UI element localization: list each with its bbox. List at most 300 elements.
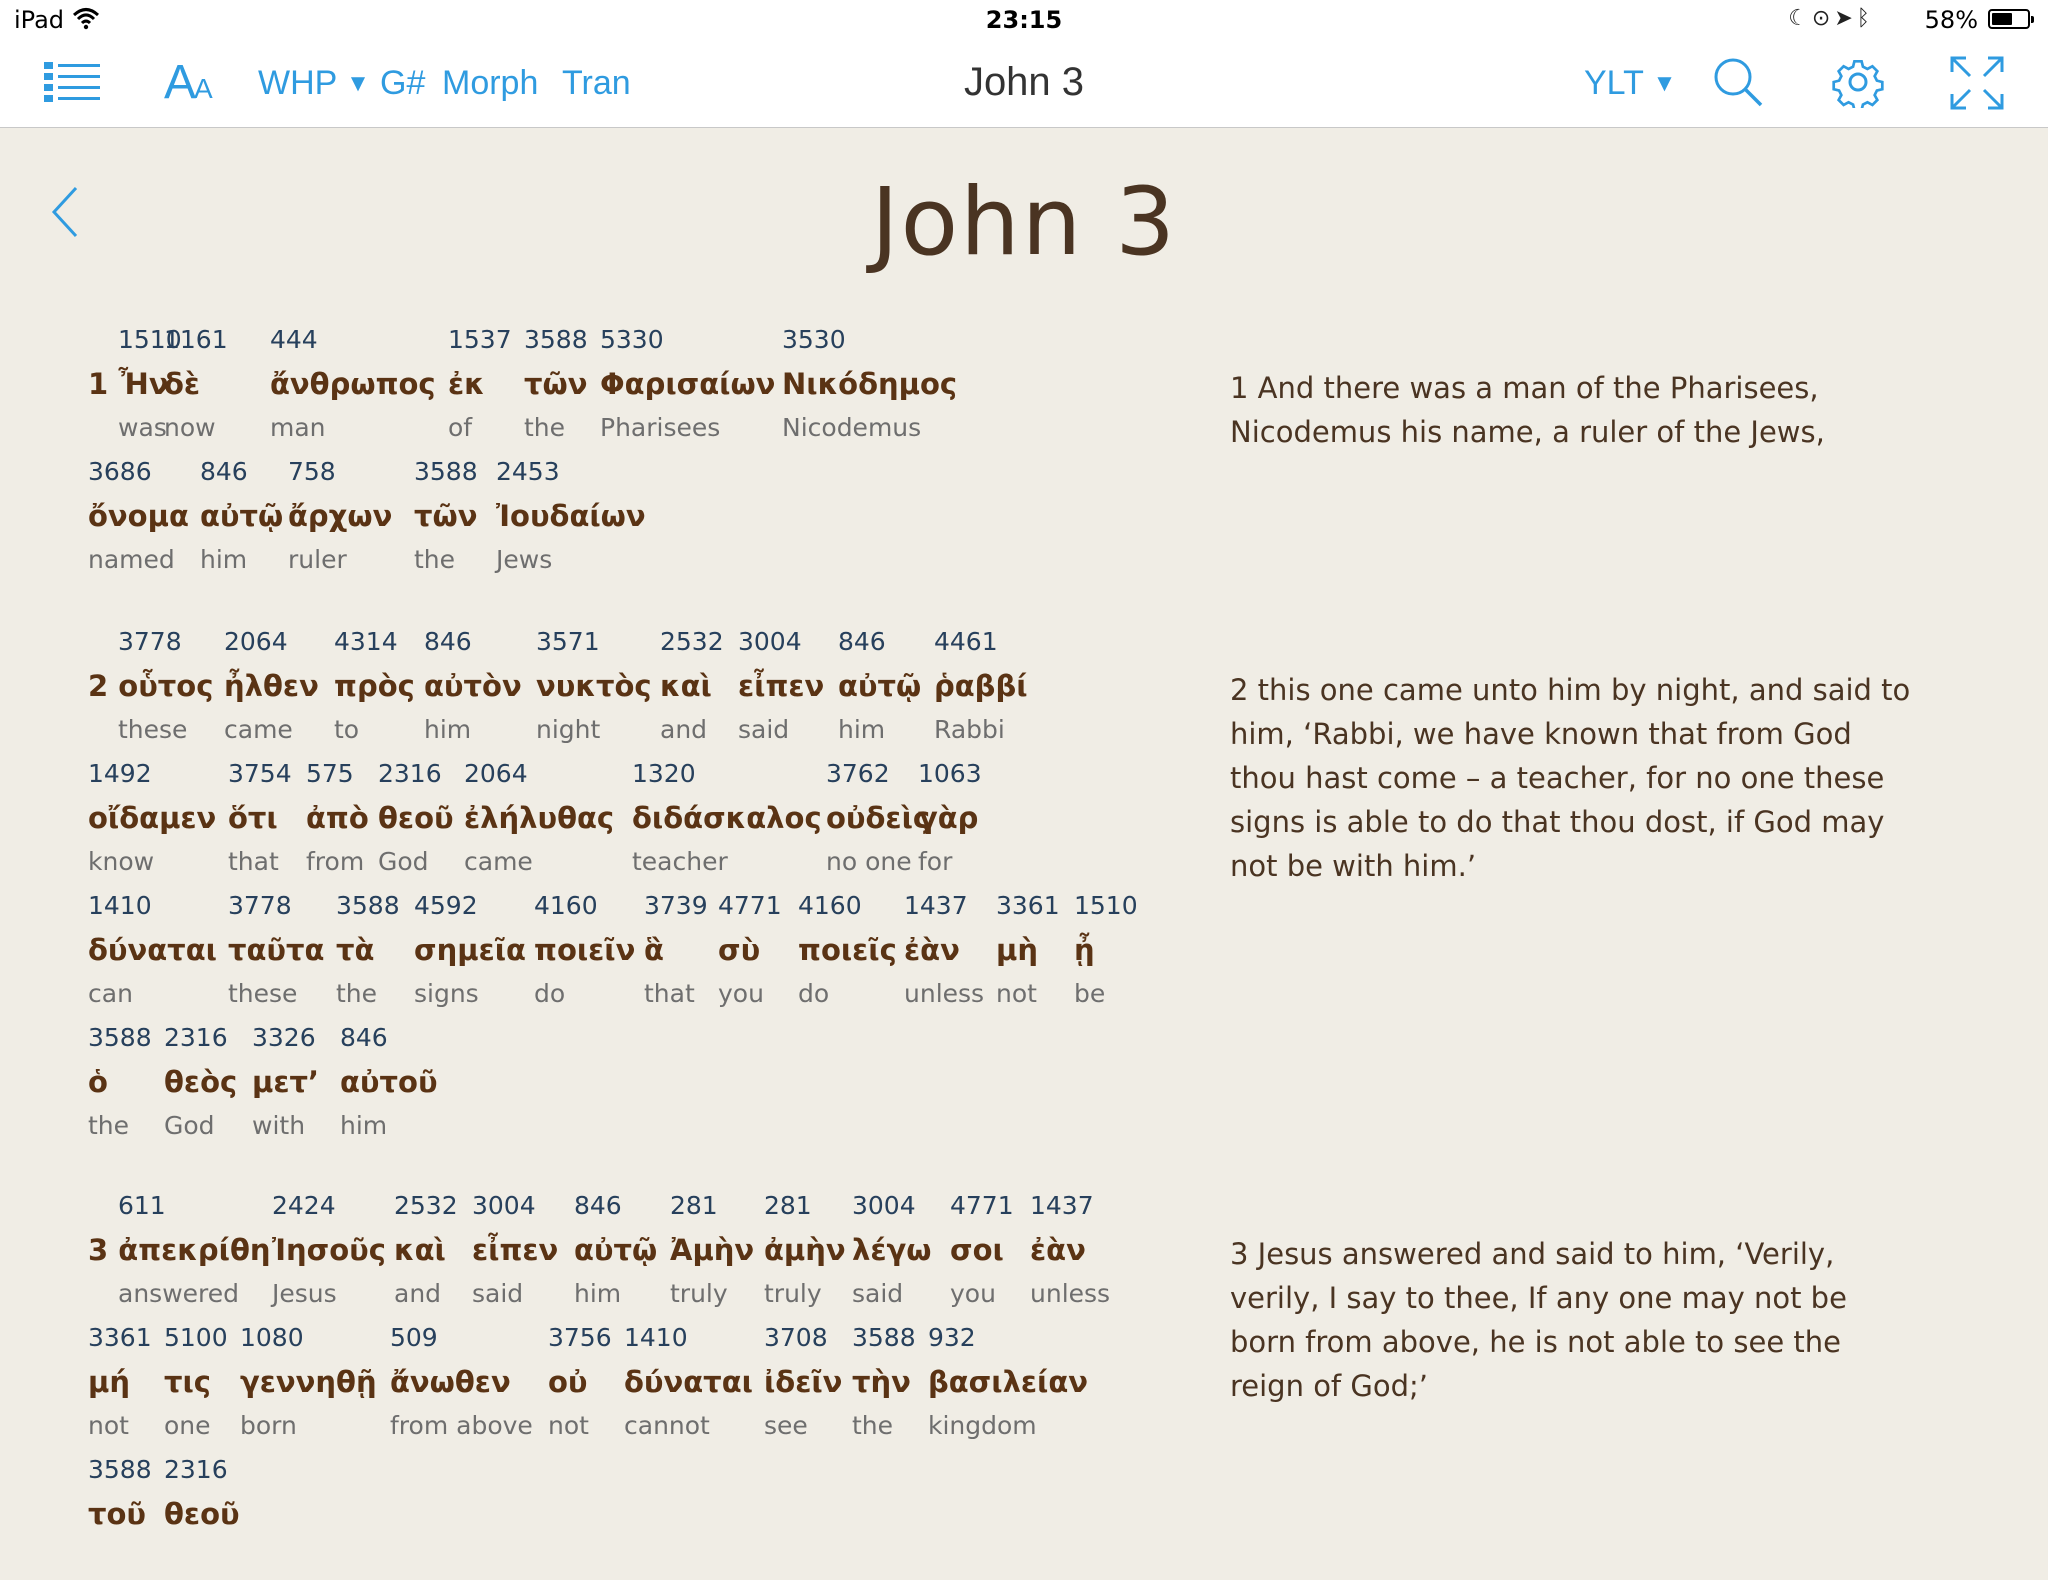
- interlinear-word[interactable]: [838, 620, 921, 752]
- greek-word[interactable]: ποιεῖν: [534, 933, 636, 967]
- english-gloss: him: [340, 1111, 388, 1140]
- english-gloss: that: [644, 979, 695, 1008]
- system-icons: [1788, 6, 1874, 31]
- verse: [88, 1184, 1188, 1580]
- interlinear-word[interactable]: [464, 752, 614, 884]
- english-gloss: the: [88, 1111, 130, 1140]
- strongs-number[interactable]: 1161: [164, 325, 228, 354]
- strongs-number[interactable]: 3686: [88, 457, 152, 486]
- greek-word[interactable]: αὐτὸν: [424, 669, 522, 703]
- greek-word[interactable]: σοι: [950, 1233, 1004, 1267]
- strongs-number[interactable]: 611: [118, 1191, 166, 1220]
- english-gloss: came: [464, 847, 533, 876]
- interlinear-word[interactable]: [270, 318, 436, 450]
- interlinear-word[interactable]: [414, 884, 526, 1016]
- strongs-number[interactable]: 3361: [88, 1323, 152, 1352]
- greek-word[interactable]: 1 Ἦν: [88, 367, 169, 401]
- english-gloss: and: [394, 1279, 442, 1308]
- english-gloss: was: [118, 413, 167, 442]
- greek-word[interactable]: ὅτι: [228, 801, 278, 835]
- english-gloss: God: [378, 847, 429, 876]
- strongs-number[interactable]: 2424: [272, 1191, 336, 1220]
- english-gloss: be: [1074, 979, 1106, 1008]
- english-gloss: of: [448, 413, 473, 442]
- strongs-number[interactable]: 1492: [88, 759, 152, 788]
- strongs-number[interactable]: 3588: [852, 1323, 916, 1352]
- greek-word[interactable]: γὰρ: [918, 801, 979, 835]
- greek-word[interactable]: ἀπὸ: [306, 801, 369, 835]
- strongs-number[interactable]: 1320: [632, 759, 696, 788]
- greek-word[interactable]: γεννηθῇ: [240, 1365, 377, 1399]
- greek-word[interactable]: βασιλείαν: [928, 1365, 1089, 1399]
- english-gloss: the: [852, 1411, 894, 1440]
- greek-word[interactable]: τῶν: [414, 499, 478, 533]
- strongs-number[interactable]: 281: [764, 1191, 812, 1220]
- interlinear-line: [88, 450, 1188, 582]
- interlinear-word[interactable]: [390, 1316, 533, 1448]
- fullscreen-icon[interactable]: [1950, 56, 2004, 110]
- greek-word[interactable]: αὐτῷ: [838, 669, 922, 703]
- greek-word[interactable]: ἰδεῖν: [764, 1365, 843, 1399]
- strongs-number[interactable]: 4592: [414, 891, 478, 920]
- interlinear-line: [88, 884, 1188, 1016]
- interlinear-line: [88, 752, 1188, 884]
- interlinear-word[interactable]: [228, 884, 324, 1016]
- greek-word[interactable]: δύναται: [88, 933, 217, 967]
- greek-word[interactable]: δὲ: [164, 367, 201, 401]
- strongs-number[interactable]: 3530: [782, 325, 846, 354]
- greek-word[interactable]: νυκτὸς: [536, 669, 652, 703]
- interlinear-word[interactable]: [918, 752, 982, 884]
- interlinear-word[interactable]: [414, 450, 478, 582]
- rotation-lock-icon: ⊙: [1811, 6, 1835, 31]
- english-gloss: God: [164, 1111, 215, 1140]
- device-name: iPad: [14, 6, 65, 34]
- strongs-number[interactable]: 3762: [826, 759, 890, 788]
- english-gloss: said: [738, 715, 790, 744]
- interlinear-word[interactable]: [378, 752, 454, 884]
- greek-word[interactable]: δύναται: [624, 1365, 753, 1399]
- location-icon: ➤: [1834, 6, 1857, 31]
- status-time: 23:15: [985, 6, 1063, 34]
- greek-word[interactable]: ῥαββί: [934, 669, 1028, 703]
- greek-word[interactable]: Ἰησοῦς: [272, 1233, 386, 1267]
- english-gloss: these: [228, 979, 298, 1008]
- greek-word[interactable]: ἄνθρωπος: [270, 367, 436, 401]
- english-gloss: ruler: [288, 545, 347, 574]
- greek-word[interactable]: σὺ: [718, 933, 761, 967]
- interlinear-word[interactable]: [904, 884, 984, 1016]
- english-gloss: him: [200, 545, 248, 574]
- english-gloss: him: [574, 1279, 622, 1308]
- bluetooth-icon: ᛒ: [1856, 6, 1874, 31]
- strongs-number[interactable]: 2064: [224, 627, 288, 656]
- interlinear-word[interactable]: [228, 752, 292, 884]
- interlinear-word[interactable]: [88, 1184, 271, 1316]
- greek-word[interactable]: ἐὰν: [904, 933, 960, 967]
- english-gloss: Jesus: [272, 1279, 337, 1308]
- interlinear-word[interactable]: [424, 620, 522, 752]
- battery-percent: 58%: [1924, 6, 1978, 34]
- greek-word[interactable]: τὰ: [336, 933, 375, 967]
- english-gloss: for: [918, 847, 953, 876]
- interlinear-word[interactable]: [306, 752, 369, 884]
- interlinear-line: [88, 620, 1188, 752]
- english-gloss: do: [798, 979, 830, 1008]
- interlinear-line: [88, 1316, 1188, 1448]
- greek-word[interactable]: ἦλθεν: [224, 669, 319, 703]
- english-gloss: night: [536, 715, 601, 744]
- strongs-number[interactable]: 1410: [88, 891, 152, 920]
- english-gloss: Jews: [496, 545, 553, 574]
- strongs-number[interactable]: 4771: [718, 891, 782, 920]
- interlinear-word[interactable]: [88, 1448, 152, 1580]
- strongs-number[interactable]: 3588: [414, 457, 478, 486]
- svg-text:A: A: [164, 56, 197, 106]
- strongs-number[interactable]: 1080: [240, 1323, 304, 1352]
- interlinear-word[interactable]: [632, 752, 822, 884]
- greek-word[interactable]: διδάσκαλος: [632, 801, 822, 835]
- gear-icon[interactable]: [1832, 56, 1884, 108]
- strongs-number[interactable]: 3361: [996, 891, 1060, 920]
- english-gloss: the: [414, 545, 456, 574]
- strongs-number[interactable]: 4160: [534, 891, 598, 920]
- english-gloss: not: [548, 1411, 589, 1440]
- interlinear-word[interactable]: [88, 1016, 152, 1148]
- greek-word[interactable]: αὐτῷ: [200, 499, 284, 533]
- english-gloss: you: [950, 1279, 996, 1308]
- greek-word[interactable]: ᾖ: [1074, 933, 1095, 967]
- english-gloss: signs: [414, 979, 479, 1008]
- interlinear-word[interactable]: [718, 884, 782, 1016]
- strongs-number[interactable]: 1063: [918, 759, 982, 788]
- greek-word[interactable]: καὶ: [660, 669, 712, 703]
- strongs-number[interactable]: 3326: [252, 1023, 316, 1052]
- strongs-number[interactable]: 1510: [118, 325, 182, 354]
- english-gloss: can: [88, 979, 133, 1008]
- status-bar: [0, 0, 2048, 40]
- english-gloss: kingdom: [928, 1411, 1037, 1440]
- english-gloss: truly: [764, 1279, 822, 1308]
- greek-word[interactable]: ταῦτα: [228, 933, 325, 967]
- strongs-number[interactable]: 5330: [600, 325, 664, 354]
- english-gloss: from: [306, 847, 365, 876]
- greek-word[interactable]: Ἰουδαίων: [496, 499, 646, 533]
- interlinear-word[interactable]: [670, 1184, 754, 1316]
- interlinear-word[interactable]: [88, 884, 217, 1016]
- interlinear-word[interactable]: [88, 1316, 152, 1448]
- strongs-number[interactable]: 2453: [496, 457, 560, 486]
- interlinear-word[interactable]: [252, 1016, 319, 1148]
- interlinear-line: [88, 1184, 1188, 1316]
- interlinear-word[interactable]: [782, 318, 957, 450]
- english-gloss: unless: [1030, 1279, 1111, 1308]
- interlinear-word[interactable]: [534, 884, 635, 1016]
- strongs-number[interactable]: 4771: [950, 1191, 1014, 1220]
- caret-down-icon: ▼: [1652, 70, 1677, 97]
- english-gloss: named: [88, 545, 175, 574]
- translation-version-label: YLT: [1584, 64, 1644, 102]
- strongs-number[interactable]: 846: [574, 1191, 622, 1220]
- greek-word[interactable]: ἐλήλυθας: [464, 801, 615, 835]
- svg-text:A: A: [194, 73, 213, 104]
- strongs-number[interactable]: 1410: [624, 1323, 688, 1352]
- greek-word[interactable]: τὴν: [852, 1365, 911, 1399]
- strongs-number[interactable]: 4160: [798, 891, 862, 920]
- interlinear-word[interactable]: [200, 450, 283, 582]
- greek-word[interactable]: πρὸς: [334, 669, 415, 703]
- greek-word[interactable]: Ἀμὴν: [670, 1233, 755, 1267]
- greek-word[interactable]: καὶ: [394, 1233, 446, 1267]
- english-gloss: and: [660, 715, 708, 744]
- interlinear-word[interactable]: [738, 620, 824, 752]
- interlinear-word[interactable]: [536, 620, 652, 752]
- interlinear-word[interactable]: [548, 1316, 612, 1448]
- greek-word[interactable]: ἀμὴν: [764, 1233, 846, 1267]
- greek-word[interactable]: θεοῦ: [164, 1497, 240, 1531]
- english-gloss: that: [228, 847, 279, 876]
- english-gloss: him: [838, 715, 886, 744]
- english-gloss: Rabbi: [934, 715, 1005, 744]
- greek-word[interactable]: ἄρχων: [288, 499, 393, 533]
- interlinear-word[interactable]: [950, 1184, 1014, 1316]
- strongs-number[interactable]: 3756: [548, 1323, 612, 1352]
- interlinear-word[interactable]: [334, 620, 415, 752]
- interlinear-word[interactable]: [1030, 1184, 1110, 1316]
- english-gloss: unless: [904, 979, 985, 1008]
- strongs-number[interactable]: 4461: [934, 627, 998, 656]
- english-gloss: you: [718, 979, 764, 1008]
- strongs-number[interactable]: 3588: [524, 325, 588, 354]
- interlinear-word[interactable]: [394, 1184, 458, 1316]
- english-gloss: see: [764, 1411, 808, 1440]
- translation-toggle[interactable]: Tran: [562, 64, 631, 102]
- verse-translation: 2 this one came unto him by night, and said to him, ‘Rabbi, we have known that from God thou hast come – a teacher, for no one these signs is able to do that thou dost, if God may not be with him.’: [1230, 673, 1911, 883]
- english-gloss: to: [334, 715, 360, 744]
- strongs-number[interactable]: 3571: [536, 627, 600, 656]
- greek-word[interactable]: αὐτοῦ: [340, 1065, 438, 1099]
- strongs-number[interactable]: 3739: [644, 891, 708, 920]
- search-icon[interactable]: [1712, 56, 1764, 108]
- strongs-number[interactable]: 1510: [1074, 891, 1138, 920]
- greek-word[interactable]: εἶπεν: [738, 669, 825, 703]
- interlinear-word[interactable]: [934, 620, 1028, 752]
- greek-word[interactable]: θεοῦ: [378, 801, 454, 835]
- greek-word[interactable]: ἐκ: [448, 367, 485, 401]
- strongs-number[interactable]: 846: [340, 1023, 388, 1052]
- interlinear-word[interactable]: [764, 1184, 846, 1316]
- strongs-number[interactable]: 3004: [472, 1191, 536, 1220]
- greek-word[interactable]: τις: [164, 1365, 211, 1399]
- english-gloss: said: [852, 1279, 904, 1308]
- greek-word[interactable]: ὁ: [88, 1065, 108, 1099]
- interlinear-word[interactable]: [798, 884, 897, 1016]
- interlinear-word[interactable]: [336, 884, 400, 1016]
- strongs-number[interactable]: 3708: [764, 1323, 828, 1352]
- english-gloss: Pharisees: [600, 413, 721, 442]
- greek-word[interactable]: ἐὰν: [1030, 1233, 1086, 1267]
- english-gloss: not: [88, 1411, 129, 1440]
- interlinear-word[interactable]: [88, 752, 216, 884]
- strongs-number[interactable]: 2316: [378, 759, 442, 788]
- interlinear-word[interactable]: [600, 318, 775, 450]
- greek-word[interactable]: οὐ: [548, 1365, 588, 1399]
- interlinear-word[interactable]: [928, 1316, 1088, 1448]
- greek-word[interactable]: ὄνομα: [88, 499, 189, 533]
- strongs-number[interactable]: 846: [838, 627, 886, 656]
- english-gloss: cannot: [624, 1411, 710, 1440]
- greek-word[interactable]: τῶν: [524, 367, 588, 401]
- interlinear-word[interactable]: [472, 1184, 558, 1316]
- interlinear-word[interactable]: [272, 1184, 386, 1316]
- battery-icon: [1988, 9, 2030, 29]
- interlinear-word[interactable]: [164, 1316, 228, 1448]
- interlinear-word[interactable]: [164, 318, 228, 450]
- strongs-number[interactable]: 846: [200, 457, 248, 486]
- english-gloss: man: [270, 413, 326, 442]
- greek-word[interactable]: θεὸς: [164, 1065, 238, 1099]
- interlinear-word[interactable]: [224, 620, 319, 752]
- greek-word[interactable]: 3 ἀπεκρίθη: [88, 1233, 271, 1267]
- strongs-number[interactable]: 2532: [394, 1191, 458, 1220]
- english-gloss: these: [118, 715, 188, 744]
- greek-word[interactable]: τοῦ: [88, 1497, 147, 1531]
- english-gloss: [164, 1536, 240, 1580]
- english-gloss: born: [240, 1411, 297, 1440]
- interlinear-word[interactable]: [340, 1016, 438, 1148]
- english-gloss: know: [88, 847, 155, 876]
- greek-word[interactable]: εἶπεν: [472, 1233, 559, 1267]
- interlinear-word[interactable]: [164, 1016, 237, 1148]
- strongs-number[interactable]: 3004: [852, 1191, 916, 1220]
- interlinear-word[interactable]: [164, 1448, 240, 1580]
- english-gloss: with: [252, 1111, 306, 1140]
- english-gloss: said: [472, 1279, 524, 1308]
- interlinear-word[interactable]: [448, 318, 512, 450]
- interlinear-word[interactable]: [624, 1316, 753, 1448]
- greek-word[interactable]: ἃ: [644, 933, 664, 967]
- verse-translation: 1 And there was a man of the Pharisees, Nicodemus his name, a ruler of the Jews,: [1230, 371, 1825, 449]
- english-gloss: one: [164, 1411, 211, 1440]
- verse: [88, 620, 1188, 1148]
- interlinear-word[interactable]: [764, 1316, 842, 1448]
- interlinear-word[interactable]: [88, 450, 189, 582]
- greek-word[interactable]: αὐτῷ: [574, 1233, 658, 1267]
- strongs-number[interactable]: 3754: [228, 759, 292, 788]
- strongs-number[interactable]: 2532: [660, 627, 724, 656]
- english-gloss: teacher: [632, 847, 728, 876]
- strongs-number[interactable]: 3778: [228, 891, 292, 920]
- interlinear-word[interactable]: [996, 884, 1060, 1016]
- strongs-number[interactable]: 3004: [738, 627, 802, 656]
- verse: [88, 318, 1188, 582]
- greek-word[interactable]: μὴ: [996, 933, 1038, 967]
- interlinear-word[interactable]: [826, 752, 930, 884]
- strongs-number[interactable]: 2316: [164, 1023, 228, 1052]
- interlinear-word[interactable]: [660, 620, 724, 752]
- greek-word[interactable]: λέγω: [852, 1233, 932, 1267]
- interlinear-word[interactable]: [524, 318, 588, 450]
- greek-word[interactable]: μετ’: [252, 1065, 320, 1099]
- text-version-label: WHP: [258, 64, 337, 102]
- morphology-toggle[interactable]: Morph: [442, 64, 539, 102]
- caret-down-icon: ▼: [346, 70, 370, 97]
- strongs-number[interactable]: 4314: [334, 627, 398, 656]
- english-gloss: [88, 1536, 152, 1580]
- strongs-number[interactable]: 444: [270, 325, 318, 354]
- chapter-title: John 3: [870, 168, 1178, 277]
- moon-icon: ☾: [1788, 6, 1812, 31]
- interlinear-word[interactable]: [240, 1316, 377, 1448]
- strongs-number[interactable]: 2064: [464, 759, 528, 788]
- interlinear-line: [88, 1448, 1188, 1580]
- interlinear-line: [88, 318, 1188, 450]
- interlinear-word[interactable]: [574, 1184, 657, 1316]
- english-gloss: from above: [390, 1411, 533, 1440]
- strongs-number[interactable]: 1437: [1030, 1191, 1094, 1220]
- english-gloss: the: [524, 413, 566, 442]
- greek-word[interactable]: οἴδαμεν: [88, 801, 217, 835]
- english-gloss: came: [224, 715, 293, 744]
- english-gloss: the: [336, 979, 378, 1008]
- strongs-number[interactable]: 3778: [118, 627, 182, 656]
- strongs-number[interactable]: 3588: [88, 1455, 152, 1484]
- strongs-number[interactable]: 1537: [448, 325, 512, 354]
- verse-translation: 3 Jesus answered and said to him, ‘Verily, verily, I say to thee, If any one may not be born from above, he is not able to see the reign of God;’: [1230, 1237, 1847, 1403]
- toolbar: [0, 40, 2048, 128]
- interlinear-word[interactable]: [852, 1316, 916, 1448]
- english-gloss: do: [534, 979, 566, 1008]
- greek-word[interactable]: Φαρισαίων: [600, 367, 776, 401]
- english-gloss: answered: [118, 1279, 239, 1308]
- greek-word[interactable]: Νικόδημος: [782, 367, 958, 401]
- greek-word[interactable]: σημεῖα: [414, 933, 526, 967]
- strongs-number[interactable]: 509: [390, 1323, 438, 1352]
- strongs-number[interactable]: 281: [670, 1191, 718, 1220]
- strongs-number[interactable]: 846: [424, 627, 472, 656]
- english-gloss: truly: [670, 1279, 728, 1308]
- greek-word[interactable]: 2 οὗτος: [88, 669, 214, 703]
- strongs-number[interactable]: 3588: [336, 891, 400, 920]
- greek-word[interactable]: οὐδεὶς: [826, 801, 931, 835]
- strongs-number[interactable]: 932: [928, 1323, 976, 1352]
- strongs-number[interactable]: 5100: [164, 1323, 228, 1352]
- greek-word[interactable]: ἄνωθεν: [390, 1365, 511, 1399]
- english-gloss: him: [424, 715, 472, 744]
- interlinear-word[interactable]: [288, 450, 392, 582]
- interlinear-word[interactable]: [852, 1184, 931, 1316]
- interlinear-word[interactable]: [88, 620, 213, 752]
- strongs-number[interactable]: 3588: [88, 1023, 152, 1052]
- english-gloss: now: [164, 413, 216, 442]
- strongs-number[interactable]: 2316: [164, 1455, 228, 1484]
- interlinear-word[interactable]: [496, 450, 646, 582]
- strongs-number[interactable]: 1437: [904, 891, 968, 920]
- toolbar-title: John 3: [963, 60, 1085, 104]
- english-gloss: no one: [826, 847, 912, 876]
- interlinear-word[interactable]: [1074, 884, 1138, 1016]
- english-gloss: Nicodemus: [782, 413, 922, 442]
- strongs-number[interactable]: 758: [288, 457, 336, 486]
- strongs-numbers-toggle[interactable]: G#: [380, 64, 426, 102]
- translation-version-dropdown[interactable]: [1584, 64, 1676, 103]
- interlinear-line: [88, 1016, 1188, 1148]
- english-gloss: not: [996, 979, 1037, 1008]
- interlinear-word[interactable]: [644, 884, 708, 1016]
- greek-word[interactable]: ποιεῖς: [798, 933, 897, 967]
- strongs-number[interactable]: 575: [306, 759, 354, 788]
- greek-word[interactable]: μή: [88, 1365, 130, 1399]
